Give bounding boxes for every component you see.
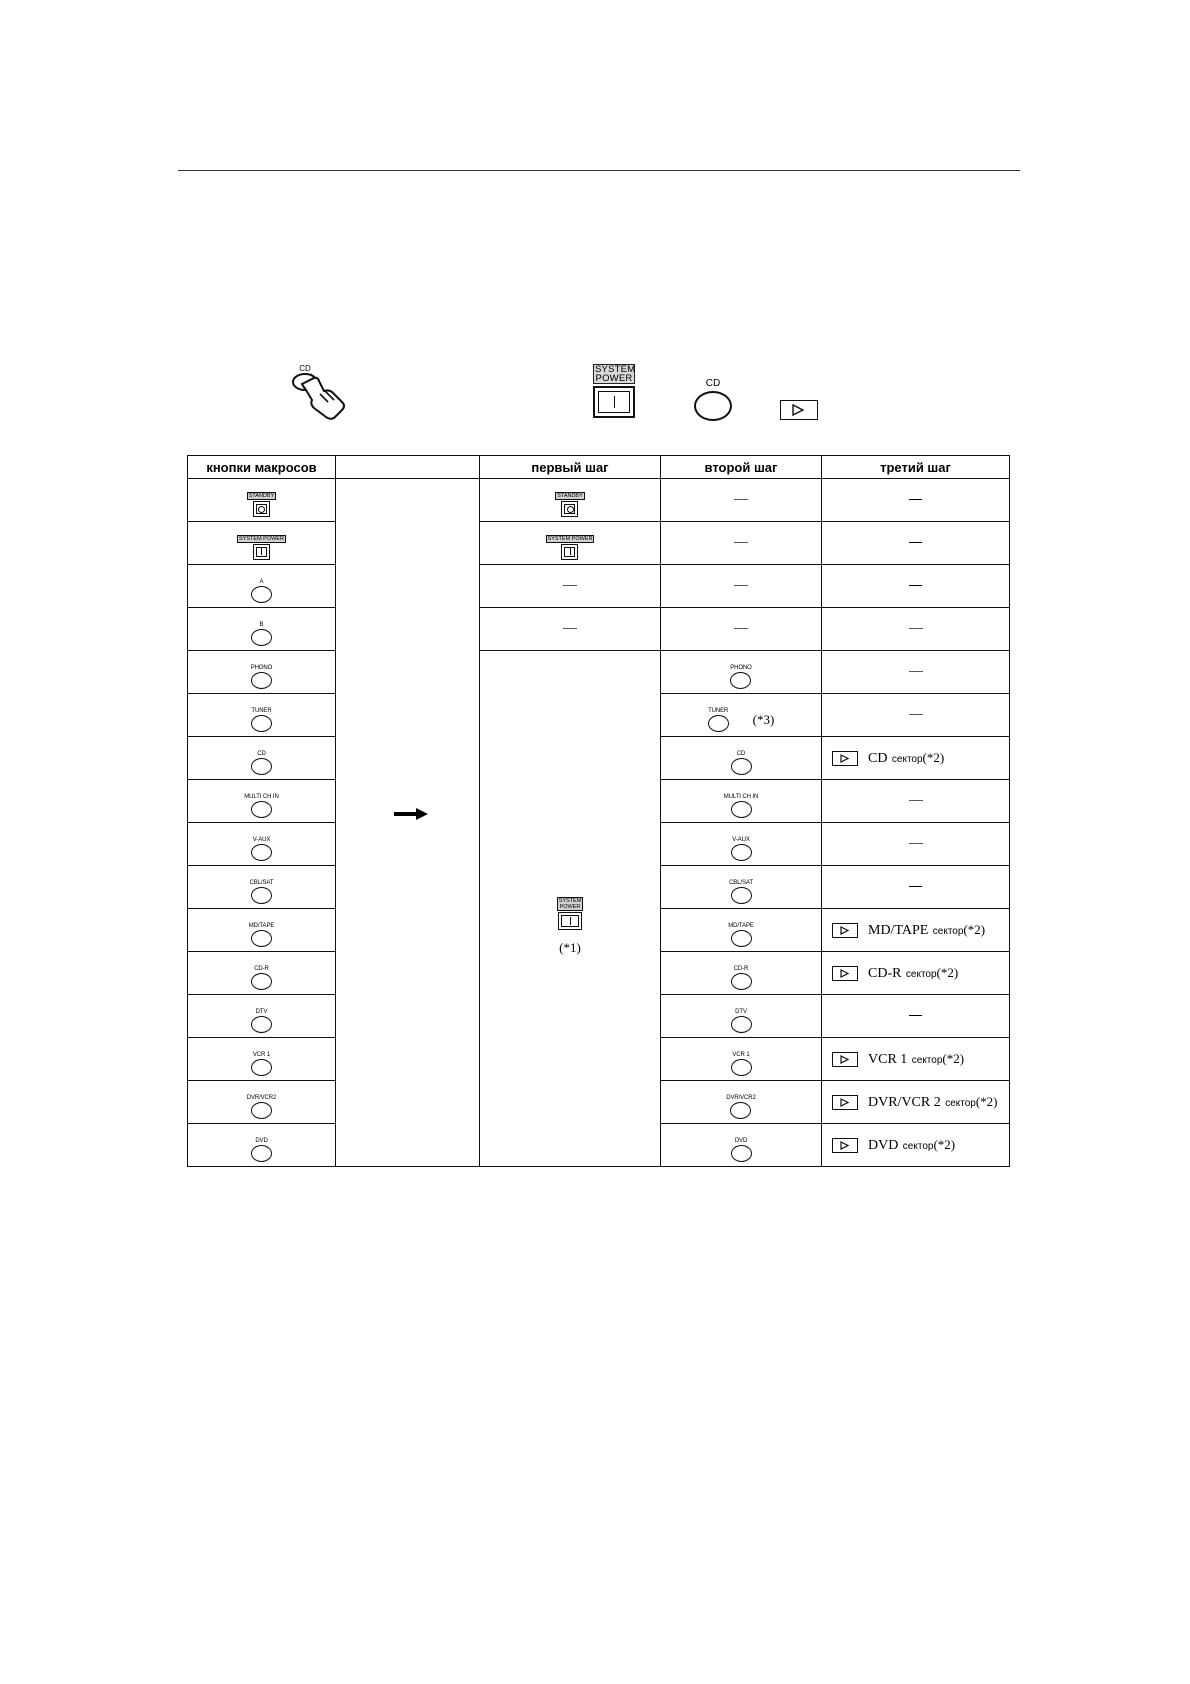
macro-button[interactable] (251, 579, 272, 603)
first-step-dash (563, 628, 577, 630)
third-step-cell (822, 866, 1010, 909)
second-step-button[interactable] (728, 923, 754, 947)
second-step-button-oval (731, 973, 752, 990)
second-step-button-label: CBL/SAT (729, 879, 753, 886)
table-row (188, 479, 1010, 522)
macro-cell (188, 479, 336, 522)
macro-button[interactable] (251, 708, 272, 732)
macro-cell (188, 608, 336, 651)
third-step-play-icon (832, 1138, 858, 1153)
third-step-ref: (*2) (922, 750, 945, 765)
second-step-button-label: DTV (735, 1008, 747, 1015)
second-step-button-label: DVD (734, 1137, 748, 1144)
third-step-dash (909, 843, 923, 845)
system-power-illustration (593, 364, 635, 420)
second-step-button[interactable] (731, 1052, 752, 1076)
second-step-cell (661, 866, 822, 909)
third-step-ref: (*2) (942, 1051, 965, 1066)
macro-button-oval (251, 844, 272, 861)
macro-button[interactable] (251, 1052, 272, 1076)
header-second-step: второй шаг (661, 456, 822, 479)
second-step-button[interactable] (708, 708, 729, 732)
merged-system-power (480, 897, 660, 956)
first-step-system-power-button[interactable] (557, 897, 584, 930)
macro-button-label: DVD (255, 1137, 268, 1144)
finger-button-label: CD (299, 364, 311, 373)
macro-button-label: CD-R (254, 965, 269, 972)
third-step-dash (909, 800, 923, 802)
third-step-name: DVD (868, 1138, 899, 1153)
third-step-name: CD-R (868, 966, 902, 981)
macro-button-label: DVR/VCR2 (246, 1094, 277, 1101)
macro-button-oval (251, 801, 272, 818)
macro-cell (188, 1124, 336, 1167)
first-step-cell (480, 522, 661, 565)
macro-cell (188, 694, 336, 737)
third-step-cell (822, 1124, 1010, 1167)
macro-cell (188, 909, 336, 952)
second-step-button-label: PHONO (730, 664, 752, 671)
second-step-cell (661, 995, 822, 1038)
third-step-dash (909, 886, 922, 888)
second-step-cell (661, 608, 822, 651)
system-power-button[interactable] (593, 386, 635, 418)
third-step-play-icon (832, 966, 858, 981)
macro-button-oval (251, 629, 272, 646)
macro-cell (188, 565, 336, 608)
table-row (188, 608, 1010, 651)
first-step-button-label: STANDBY (557, 492, 583, 499)
third-step-cell (822, 694, 1010, 737)
macro-cell (188, 995, 336, 1038)
header-first-step: первый шаг (480, 456, 661, 479)
third-step-dash (909, 671, 923, 673)
second-step-cell (661, 1081, 822, 1124)
macro-button[interactable] (251, 966, 272, 990)
macro-cell (188, 952, 336, 995)
second-step-button-label: MD/TAPE (728, 922, 754, 929)
macro-button-label: A (259, 578, 264, 585)
macro-button-label: SYSTEM POWER (239, 535, 284, 542)
second-step-note: (*3) (752, 711, 775, 727)
third-step-name: MD/TAPE (868, 923, 929, 938)
macro-cell (188, 780, 336, 823)
macro-button[interactable] (251, 1009, 272, 1033)
second-step-button[interactable] (724, 794, 758, 818)
third-step-ref: (*2) (936, 965, 959, 980)
second-step-button-label: VCR 1 (732, 1051, 750, 1058)
second-step-button-oval (731, 1059, 752, 1076)
macro-button-label: MD/TAPE (248, 922, 275, 929)
third-step-cell (822, 608, 1010, 651)
play-button[interactable] (780, 400, 818, 420)
first-step-merged-cell (480, 651, 661, 1167)
macro-button-oval (251, 973, 272, 990)
macro-button[interactable] (247, 1095, 277, 1119)
second-step-button[interactable] (731, 1138, 752, 1162)
second-step-button-label: TUNER (708, 707, 729, 714)
third-step-dash (909, 1015, 922, 1017)
macro-button-label: B (259, 621, 264, 628)
second-step-cell (661, 479, 822, 522)
second-step-dash (734, 628, 748, 630)
system-power-label-line2: POWER (595, 373, 633, 384)
third-step-dash (909, 585, 922, 587)
second-step-cell (661, 694, 822, 737)
finger-press-icon (284, 364, 354, 420)
macro-button-label: VCR 1 (252, 1051, 271, 1058)
first-step-system-power-label-line1: SYSTEM (558, 898, 582, 904)
first-step-cell (480, 479, 661, 522)
third-step-ref: (*2) (963, 922, 986, 937)
system-power-label (593, 364, 635, 384)
second-step-button-oval (731, 1145, 752, 1162)
first-step-system-power-label (557, 897, 584, 911)
macro-button[interactable] (247, 492, 277, 517)
third-step-sector: сектор (911, 1055, 943, 1066)
first-step-button[interactable] (546, 535, 595, 560)
third-step-ref: (*2) (933, 1137, 956, 1152)
third-step-cell (822, 780, 1010, 823)
macro-button-oval (251, 1102, 272, 1119)
macro-button[interactable] (251, 622, 272, 646)
third-step-play-icon (832, 1052, 858, 1067)
second-step-button-label: DVR/VCR2 (726, 1094, 756, 1101)
macro-cell (188, 823, 336, 866)
second-step-button-oval (730, 1102, 751, 1119)
macro-cell (188, 866, 336, 909)
second-step-cell (661, 1038, 822, 1081)
first-step-button[interactable] (555, 492, 585, 517)
macro-button-label: V-AUX (252, 836, 271, 843)
third-step-cell (822, 952, 1010, 995)
second-step-button-oval (730, 672, 751, 689)
cd-button[interactable] (694, 391, 732, 421)
macro-button[interactable] (251, 1138, 272, 1162)
macro-cell (188, 737, 336, 780)
macro-button-oval (251, 586, 272, 603)
macro-button-oval (251, 1059, 272, 1076)
second-step-cell (661, 522, 822, 565)
third-step-sector: сектор (891, 754, 923, 765)
third-step-cell (822, 1038, 1010, 1081)
third-step-name: DVR/VCR 2 (868, 1095, 941, 1110)
first-step-system-power-square (558, 912, 582, 930)
first-step-cell (480, 565, 661, 608)
table-row (188, 651, 1010, 694)
third-step-dash (909, 714, 923, 716)
third-step-cell (822, 823, 1010, 866)
second-step-button-label: CD (736, 750, 746, 757)
macro-button-oval (251, 672, 272, 689)
macro-button-oval (251, 930, 272, 947)
cd-button-illustration (692, 378, 734, 420)
second-step-cell (661, 780, 822, 823)
third-step-cell (822, 565, 1010, 608)
second-step-button-label: CD-R (733, 965, 749, 972)
second-step-cell (661, 823, 822, 866)
second-step-button-oval (731, 930, 752, 947)
third-step-cell (822, 479, 1010, 522)
macro-cell (188, 651, 336, 694)
table-row (188, 565, 1010, 608)
table-row (188, 522, 1010, 565)
cd-button-label: CD (705, 378, 721, 389)
macro-button-oval (251, 1145, 272, 1162)
second-step-cell (661, 1124, 822, 1167)
macro-button-square (253, 544, 270, 560)
second-step-button-oval (731, 801, 752, 818)
macro-button[interactable] (250, 880, 274, 904)
macro-button-oval (251, 1016, 272, 1033)
second-step-button[interactable] (731, 966, 752, 990)
macro-cell (188, 1081, 336, 1124)
header-third-step: третий шаг (822, 456, 1010, 479)
macro-button[interactable] (237, 535, 286, 560)
second-step-dash (734, 542, 748, 544)
macro-button[interactable] (244, 794, 278, 818)
second-step-cell (661, 565, 822, 608)
system-power-label-line1: SYSTEM (595, 364, 636, 375)
macro-button[interactable] (251, 751, 272, 775)
macro-button-label: DTV (255, 1008, 268, 1015)
macro-button-label: PHONO (250, 664, 273, 671)
first-step-dash (563, 585, 577, 587)
macro-cell (188, 522, 336, 565)
second-step-button[interactable] (729, 880, 753, 904)
second-step-button-label: V-AUX (732, 836, 750, 843)
second-step-button-oval (708, 715, 729, 732)
second-step-button[interactable] (726, 1095, 756, 1119)
third-step-name: VCR 1 (868, 1052, 908, 1067)
arrow-right-icon (394, 807, 430, 826)
first-step-button-square (561, 544, 578, 560)
arrow-column (336, 479, 480, 1167)
finger-press-illustration (284, 364, 354, 420)
second-step-button-oval (731, 1016, 752, 1033)
macro-button-label: MULTI CH IN (244, 793, 279, 800)
third-step-dash (909, 628, 923, 630)
first-step-system-power-label-line2: POWER (559, 904, 581, 910)
macro-button-label: TUNER (251, 707, 272, 714)
second-step-dash (734, 585, 748, 587)
header-rule (178, 170, 1020, 171)
third-step-cell (822, 737, 1010, 780)
second-step-cell (661, 651, 822, 694)
second-step-cell (661, 909, 822, 952)
third-step-play-icon (832, 923, 858, 938)
macro-button-label: STANDBY (248, 492, 275, 499)
second-step-button[interactable] (731, 751, 752, 775)
second-step-button[interactable] (731, 1009, 752, 1033)
third-step-play-icon (832, 1095, 858, 1110)
second-step-cell (661, 952, 822, 995)
third-step-sector: сектор (905, 969, 937, 980)
second-step-button-oval (731, 887, 752, 904)
third-step-cell (822, 522, 1010, 565)
macro-button-label: CD (257, 750, 266, 757)
third-step-cell (822, 995, 1010, 1038)
third-step-cell (822, 1081, 1010, 1124)
second-step-dash (734, 499, 748, 501)
second-step-button-label: MULTI CH IN (723, 793, 759, 800)
macro-button-label: CBL/SAT (249, 879, 274, 886)
second-step-button-oval (731, 844, 752, 861)
first-step-button-square (561, 501, 578, 517)
first-step-cell (480, 608, 661, 651)
third-step-ref: (*2) (975, 1094, 998, 1109)
macro-button-square (253, 501, 270, 517)
macro-button[interactable] (251, 665, 273, 689)
second-step-button[interactable] (731, 837, 752, 861)
third-step-sector: сектор (902, 1141, 934, 1152)
macro-button[interactable] (251, 837, 272, 861)
first-step-button-label: SYSTEM POWER (547, 535, 593, 542)
third-step-cell (822, 651, 1010, 694)
second-step-cell (661, 737, 822, 780)
third-step-name: CD (868, 751, 888, 766)
third-step-sector: сектор (945, 1098, 976, 1109)
second-step-button-oval (731, 758, 752, 775)
macro-button-oval (251, 758, 272, 775)
third-step-sector: сектор (932, 926, 964, 937)
macro-button[interactable] (249, 923, 275, 947)
macro-button-oval (251, 887, 272, 904)
play-icon (781, 401, 817, 419)
first-step-note: (*1) (559, 940, 581, 955)
third-step-dash (909, 542, 922, 544)
third-step-cell (822, 909, 1010, 952)
macro-cell (188, 1038, 336, 1081)
macro-table (187, 455, 1010, 1167)
macro-button-oval (251, 715, 272, 732)
second-step-button[interactable] (730, 665, 752, 689)
third-step-dash (909, 499, 922, 501)
table-header-row (188, 456, 1010, 479)
header-macro-buttons: кнопки макросов (188, 456, 336, 479)
header-blank (336, 456, 480, 479)
third-step-play-icon (832, 751, 858, 766)
